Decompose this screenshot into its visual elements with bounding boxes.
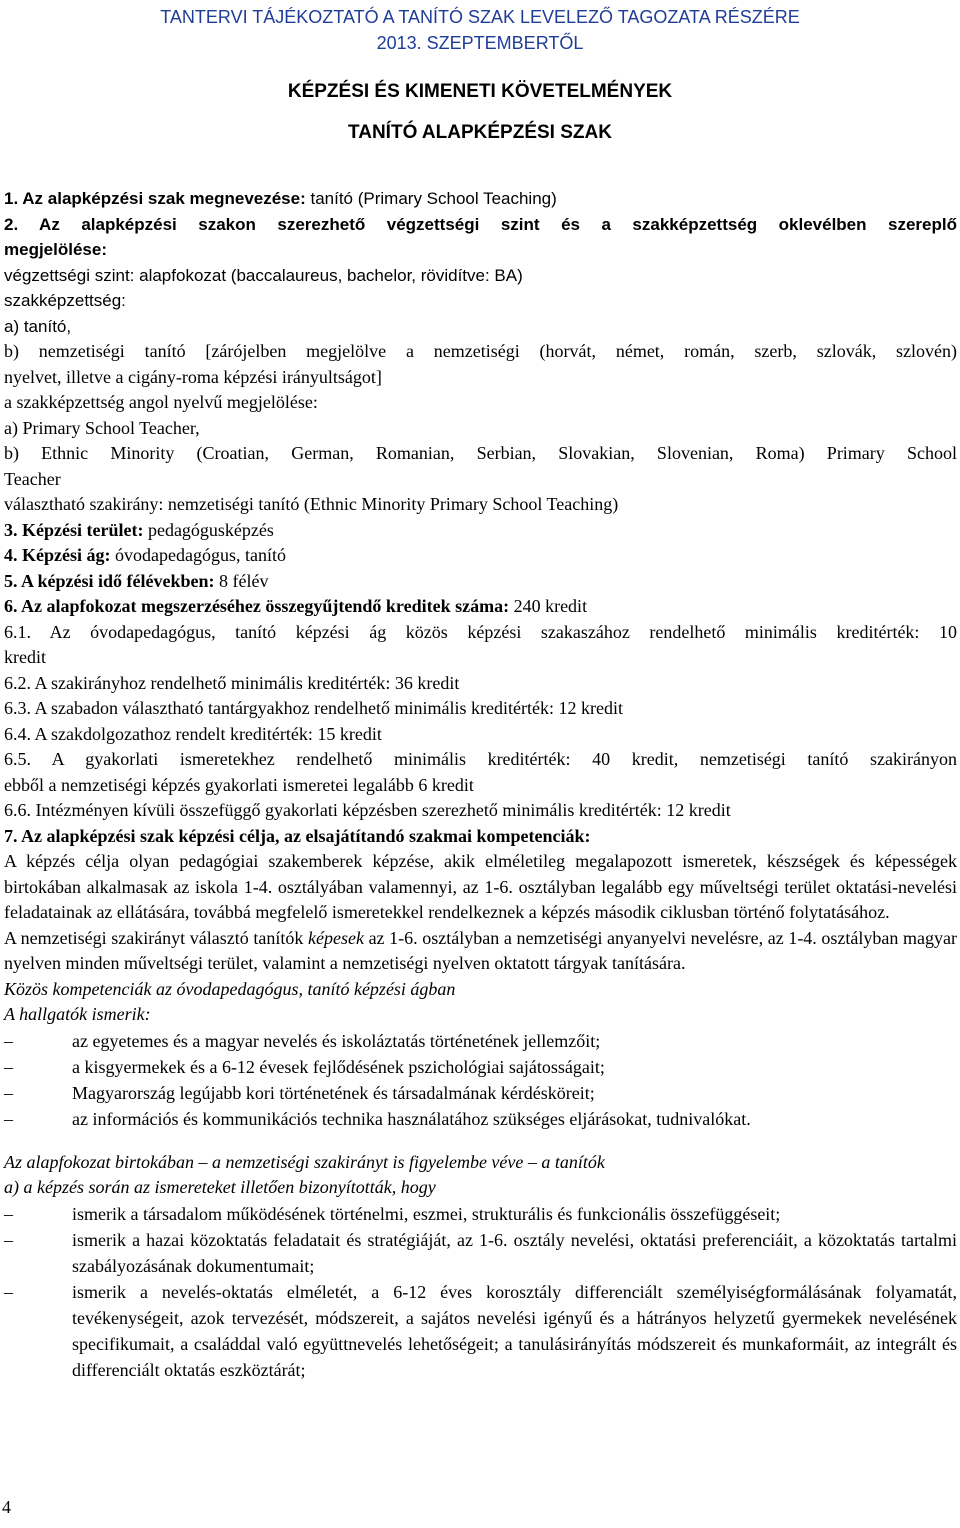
header-line-1: TANTERVI TÁJÉKOZTATÓ A TANÍTÓ SZAK LEVELEZŐ TAGOZATA RÉSZÉRE: [160, 7, 800, 27]
specialization: választható szakirány: nemzetiségi tanító (Ethnic Minority Primary School Teaching): [4, 494, 619, 514]
section-5: [4, 569, 957, 595]
degree-level: végzettségi szint: alapfokozat (baccalaureus, bachelor, rövidítve: BA): [4, 265, 523, 285]
section-1: [4, 186, 957, 212]
section-6-label: 6. Az alapfokozat megszerzéséhez összegyűjtendő kreditek száma:: [4, 596, 510, 616]
qualification-b-1: b) nemzetiségi tanító [zárójelben megjelölve a nemzetiségi (horvát, német, román, szerb, szlovák, szlovén): [4, 341, 957, 361]
header-line-2: 2013. SZEPTEMBERTŐL: [376, 33, 584, 53]
item-6-6: 6.6. Intézményen kívüli összefüggő gyakorlati képzésben szerezhető minimális kreditérték: 12 kredit: [4, 800, 731, 820]
section-7: [4, 824, 957, 1383]
proven-list: [4, 1201, 957, 1383]
p2-emphasis: képesek: [308, 927, 364, 948]
section-6-title: [4, 594, 957, 620]
p2-part-a: A nemzetiségi szakirányt választó tanítók: [4, 927, 308, 948]
sub-title: TANÍTÓ ALAPKÉPZÉSI SZAK: [348, 122, 612, 143]
item-6-5-a: 6.5. A gyakorlati ismeretekhez rendelhető minimális kreditérték: 40 kredit, nemzetiségi tanító szakirányon: [4, 749, 957, 769]
common-competencies-heading: Közös kompetenciák az óvodapedagógus, tanító képzési ágban: [4, 978, 456, 999]
english-b-2: Teacher: [4, 468, 61, 489]
list-item: – Magyarország legújabb kori történetének és társadalmának kérdésköreit;: [4, 1080, 957, 1106]
page-number: 4: [2, 1497, 11, 1517]
section-7-paragraph-1: A képzés célja olyan pedagógiai szakemberek képzése, akik elméletileg megalapozott ismeretek, készségek és képességek birtokában alkalmasak az iskola 1-4. osztályában valamennyi, az 1-6. osztályban legalább egy műveltségi terület oktatási-nevelési feladatainak az ellátására, továbbá megfelelő ismeretekkel rendelkeznek a képzés második ciklusban történő folytatásához.: [4, 851, 957, 922]
item-6-5-b: ebből a nemzetiségi képzés gyakorlati ismeretei legalább 6 kredit: [4, 774, 474, 795]
list-item: – ismerik a hazai közoktatás feladatait és stratégiáját, az 1-6. osztály nevelési, oktatási preferenciáit, a közoktatás tartalmi szabályozásának dokumentumait;: [4, 1227, 957, 1279]
list-item: – az információs és kommunikációs technika használatához szükséges eljárásokat, tudnivalókat.: [4, 1106, 957, 1132]
section-2-label-a: 2. Az alapképzési szakon szerezhető végzettségi szint és a szakképzettség oklevélben szereplő: [4, 214, 957, 234]
section-6: [4, 594, 957, 824]
item-6-2: 6.2. A szakirányhoz rendelhető minimális kreditérték: 36 kredit: [4, 672, 460, 693]
english-label: a szakképzettség angol nyelvű megjelölése:: [4, 392, 318, 412]
section-1-value: tanító (Primary School Teaching): [305, 189, 557, 208]
basic-degree-heading: Az alapfokozat birtokában – a nemzetiségi szakirányt is figyelembe véve – a tanítók: [4, 1151, 605, 1172]
qualification-a: a) tanító,: [4, 316, 72, 336]
section-5-value: 8 félév: [214, 570, 269, 591]
page-header: [0, 0, 960, 56]
section-2-label-b: megjelölése:: [4, 240, 107, 259]
students-know-list: [4, 1028, 957, 1132]
section-2: [4, 212, 957, 518]
list-item: – ismerik a társadalom működésének történelmi, eszmei, strukturális és funkcionális összefüggéseit;: [4, 1201, 957, 1227]
list-item: – a kisgyermekek és a 6-12 évesek fejlődésének pszichológiai sajátosságait;: [4, 1054, 957, 1080]
section-7-label: 7. Az alapképzési szak képzési célja, az elsajátítandó szakmai kompetenciák:: [4, 825, 591, 846]
section-4-value: óvodapedagógus, tanító: [110, 545, 286, 565]
item-6-1-b: kredit: [4, 647, 46, 667]
section-3: [4, 518, 957, 544]
section-6-value: 240 kredit: [509, 596, 588, 616]
list-item: – ismerik a nevelés-oktatás elméletét, a 6-12 éves korosztály differenciált személyiségformálásának folyamatát, tevékenységeit, azok tervezését, módszereit, a sajátos nevelési igényű és a hátrányos helyzetű gyermekek nevelésének specifikumait, a családdal való együttnevelés lehetőségeit; a tanulásirányítás módszereit és munkaformáit, az integrált és differenciált oktatás eszköztárát;: [4, 1279, 957, 1383]
students-know-heading: A hallgatók ismerik:: [4, 1004, 151, 1024]
section-4: [4, 543, 957, 569]
item-6-4: 6.4. A szakdolgozathoz rendelt kreditérték: 15 kredit: [4, 723, 382, 744]
section-3-label: 3. Képzési terület:: [4, 519, 144, 540]
section-7-paragraph-2: [4, 926, 957, 977]
document-body: [4, 186, 957, 1383]
main-title: KÉPZÉSI ÉS KIMENETI KÖVETELMÉNYEK: [287, 81, 673, 102]
list-item: – az egyetemes és a magyar nevelés és iskoláztatás történetének jellemzőit;: [4, 1028, 957, 1054]
section-3-value: pedagógusképzés: [143, 519, 274, 540]
english-b-1: b) Ethnic Minority (Croatian, German, Romanian, Serbian, Slovakian, Slovenian, Roma) Primary School: [4, 443, 957, 463]
item-6-3: 6.3. A szabadon választható tantárgyakhoz rendelhető minimális kreditérték: 12 kredit: [4, 698, 623, 718]
section-5-label: 5. A képzési idő félévekben:: [4, 570, 215, 591]
section-4-label: 4. Képzési ág:: [4, 545, 111, 565]
p2-part-b: az 1-6. osztályban a nemzetiségi anyanyelvi nevelésre, az 1-4. osztályban magyar nyelven minden műveltségi terület, valamint a nemzetiségi nyelven oktatott tárgyak tanítására.: [4, 927, 957, 973]
english-a: a) Primary School Teacher,: [4, 417, 200, 438]
section-1-label: 1. Az alapképzési szak megnevezése:: [4, 189, 306, 208]
qualification-label: szakképzettség:: [4, 291, 126, 310]
qualification-b-2: nyelvet, illetve a cigány-roma képzési irányultságot]: [4, 366, 382, 387]
item-6-1-a: 6.1. Az óvodapedagógus, tanító képzési ág közös képzési szakaszához rendelhető minimális kreditérték: 10: [4, 621, 957, 642]
proven-heading: a) a képzés során az ismereteket illetően bizonyították, hogy: [4, 1177, 436, 1197]
